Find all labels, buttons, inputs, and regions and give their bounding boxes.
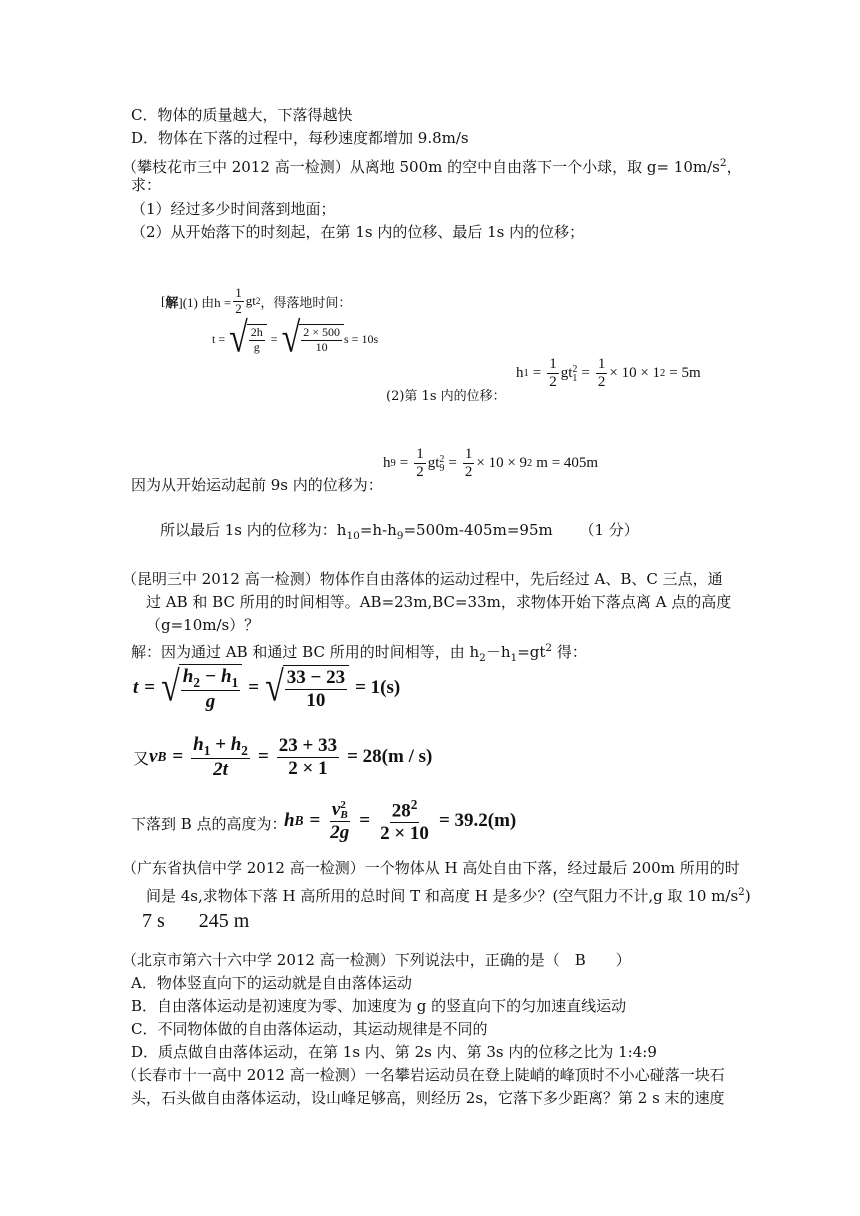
question-4-option-d: D．质点做自由落体运动，在第 1s 内、第 2s 内、第 3s 内的位移之比为 1:4:9 <box>131 1043 657 1061</box>
part-2-label: (2)第 1s 内的位移： <box>386 389 506 404</box>
question-3-line-2: 间是 4s,求物体下落 H 高所用的总时间 T 和高度 H 是多少？(空气阻力不计,g 取 10 $m/s^2$) <box>146 886 751 905</box>
question-1-part-1: （1）经过多少时间落到地面； <box>131 200 336 218</box>
h9-formula: h 9 = $\frac{1}{2}$ gt 2 9 = $\frac{1}{2}$ × 10 × 9 2 m = 405m <box>383 446 599 481</box>
question-2-solution-intro: 解：因为通过 AB 和通过 BC 所用的时间相等，由 $h_2-h_1=gt^2$ 得： <box>131 642 587 664</box>
question-3-line-1: （广东省执信中学 2012 高一检测）一个物体从 H 高处自由下落，经过最后 200m 所用的时 <box>122 859 740 877</box>
h1-formula: h 1 = $\frac{1}{2}$ gt 2 1 = $\frac{1}{2}$ × 10 × 1 2 = 5m <box>516 356 701 391</box>
question-2-line-3: （g=10m/s）？ <box>146 616 260 634</box>
q2-time-formula: t = √ $\frac{h_2 - h_1}{g}$ = √ $\frac{33 - 23}{10}$ = 1(s) <box>133 664 401 713</box>
q2-velocity-formula: 又 v B = $\frac{h_1 + h_2}{2t}$ = $\frac{23 + 33}{2 \times 1}$ = 28(m / s) <box>133 734 433 781</box>
question-1-line-2: 求： <box>131 176 162 194</box>
question-1-line-1: （攀枝花市三中 2012 高一检测）从离地 500m 的空中自由落下一个小球，取 $g= 10m/s^2$， <box>122 157 742 176</box>
question-4-option-a: A．物体竖直向下的运动就是自由落体运动 <box>131 974 412 992</box>
question-1-part-2: （2）从开始落下的时刻起，在第 1s 内的位移、最后 1s 内的位移； <box>131 223 585 241</box>
question-3-answer: 7 s 245 m <box>142 910 250 932</box>
last-second-displacement: 所以最后 1s 内的位移为：$h_{10}=h-h_9=500m-405m=95m$ （1 分） <box>160 521 639 542</box>
question-2-line-1: （昆明三中 2012 高一检测）物体作自由落体的运动过程中，先后经过 A、B、C 三点，通 <box>122 570 723 588</box>
option-c: C．物体的质量越大，下落得越快 <box>131 106 353 124</box>
h9-label: 因为从开始运动起前 9s 内的位移为： <box>131 476 383 494</box>
q2-height-formula: h B = v 2 B 2g = $\frac{28^2}{2 \times 10}$ = 39.2(m) <box>284 797 517 845</box>
question-5-line-1: （长春市十一高中 2012 高一检测）一名攀岩运动员在登上陡峭的峰顶时不小心碰落一块石 <box>122 1066 725 1084</box>
question-4-option-c: C．不同物体做的自由落体运动，其运动规律是不同的 <box>131 1020 488 1038</box>
question-2-line-2: 过 AB 和 BC 所用的时间相等。AB=23m,BC=33m，求物体开始下落点离 A 点的高度 <box>146 593 732 611</box>
question-4-stem: （北京市第六十六中学 2012 高一检测）下列说法中，正确的是（ B ） <box>122 951 631 969</box>
solution-1-step-1: [ 解 ](1) 由h = $\frac{1}{2}$ gt 2 ，得落地时间： <box>161 285 352 316</box>
solution-1-time-formula: t = √ $\frac{2h}{g}$ = √ $\frac{2 \times 500}{10}$ s = 10s <box>212 315 379 362</box>
hb-label: 下落到 B 点的高度为： <box>131 815 287 833</box>
question-5-line-2: 头，石头做自由落体运动，设山峰足够高，则经历 2s，它落下多少距离？第 2 s 末的速度 <box>131 1089 725 1107</box>
option-d: D．物体在下落的过程中，每秒速度都增加 9.8m/s <box>131 129 469 147</box>
question-4-option-b: B．自由落体运动是初速度为零、加速度为 g 的竖直向下的匀加速直线运动 <box>131 997 627 1015</box>
